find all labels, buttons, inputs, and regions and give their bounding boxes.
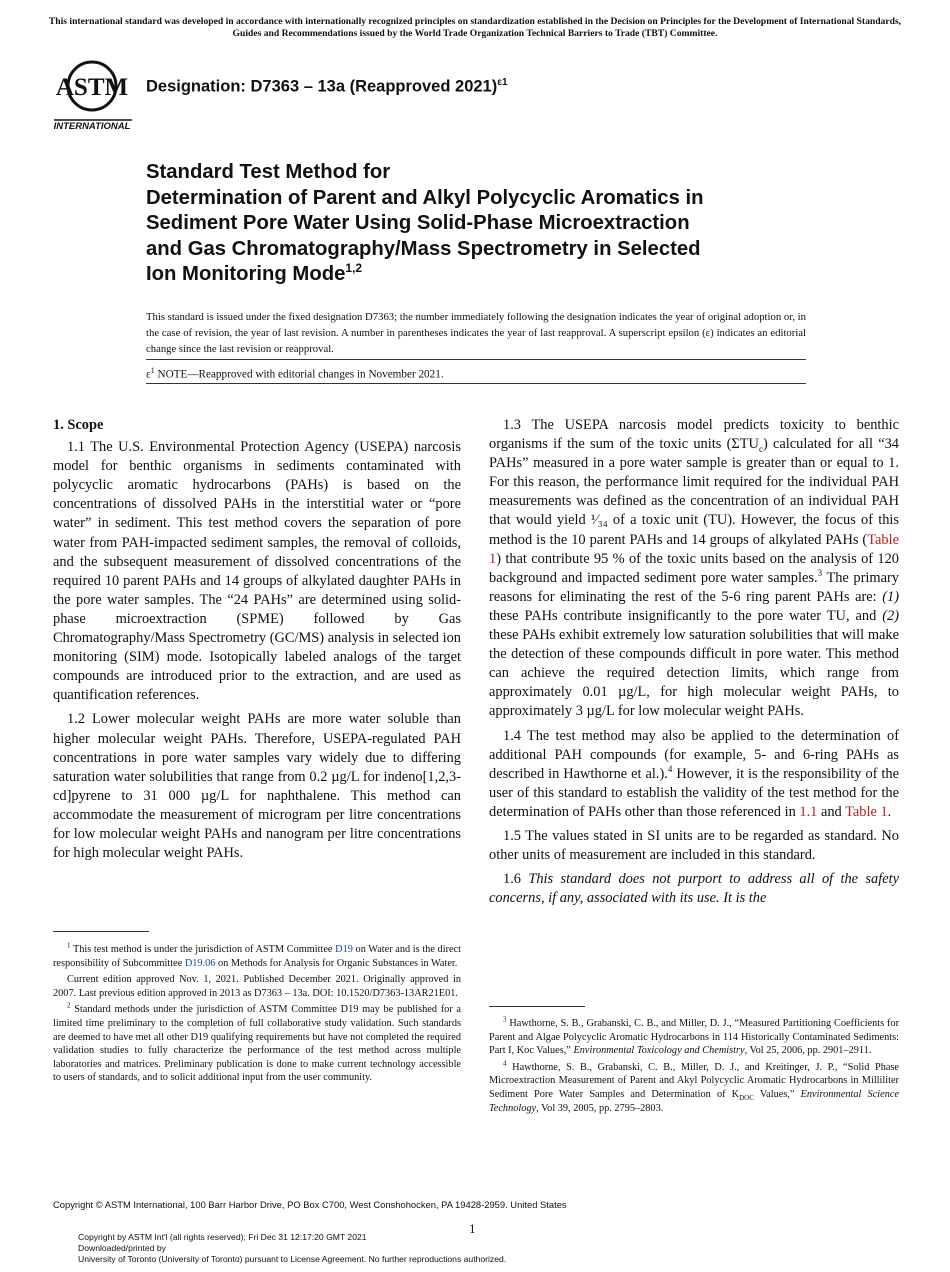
astm-logo	[52, 54, 136, 134]
footnote-ref-3[interactable]: 3	[817, 567, 823, 578]
paragraph-1-5: 1.5 The values stated in SI units are to be regarded as standard. No other units of measurement are included in this standard.	[489, 827, 899, 864]
designation-epsilon: ε1	[497, 77, 508, 88]
page-number: 1	[469, 1221, 476, 1236]
footnotes-right	[489, 1017, 899, 1118]
title-line: Determination of Parent and Alkyl Polycyclic Aromatics in	[146, 186, 704, 209]
paragraph-1-1: 1.1 The U.S. Environmental Protection Agency (USEPA) narcosis model for benthic organisms in sediments contaminated with polycyclic aromatic hydrocarbons (PAHs) is based on the concentrations of dissolved PAHs in the interstitial water or “pore water” in sediment. This test method covers the separation of pore water from PAH-impacted sediment samples, the removal of colloids, and the subsequent measurement of dissolved concentrations of the required 10 parent PAHs and 14 groups of alkylated daughter PAHs in the pore water samples. The “24 PAHs” are determined using solid-phase microextraction (SPME) followed by Gas Chromatography/Mass Spectrometry (GC/MS) analysis in selected ion monitoring (SIM) mode. Isotopically labeled analogs of the target compounds are introduced prior to the extraction, and are used as quantification references.	[53, 439, 461, 704]
footnote-2: $^2$ Standard methods under the jurisdiction of ASTM Committee D19 may be published for a limited time preliminary to the completion of full collaborative study validation. Such standards are deemed to have met all other D19 qualifying requirements but have not completed the required validation studies to fully characterize the performance of the test method across multiple laboratories and matrices. Preliminary publication is done to make current technology accessible to users of standards, and to solicit additional input from the user community.	[53, 1001, 461, 1084]
paragraph-1-4: 1.4 The test method may also be applied to the determination of additional PAH compounds (for example, 5- and 6-ring PAHs as described in Hawthorne et al.).$^4$ However, it is the responsibility of the user of this standard to establish the validity of the test method for the determination of PAHs other than those referenced in 1.1 and Table 1.	[489, 727, 899, 820]
footnote-ref-4[interactable]: 4	[667, 763, 673, 774]
section-heading: 1. Scope	[53, 417, 104, 433]
designation-text: Designation: D7363 – 13a (Reapproved 2021)	[146, 77, 498, 96]
issued-statement: This standard is issued under the fixed designation D7363; the number immediately following the designation indicates the year of original adoption or, in the case of revision, the year of last revision. A number in parentheses indicates the year of last reapproval. A superscript epsilon (ε) indicates an editorial change since the last revision or reapproval.	[146, 311, 806, 355]
svg-text:ASTM: ASTM	[55, 74, 129, 101]
title-line: Sediment Pore Water Using Solid-Phase Microextraction	[146, 212, 690, 235]
left-column	[53, 416, 461, 868]
tbt-notice: This international standard was developed in accordance with internationally recognized principles on standardization established in the Decision on Principles for the Development of International Standards, Guides and Recommendations issued by the World Trade Organization Technical Barriers to Trade (TBT) Committee.	[48, 16, 902, 39]
footnotes-left	[53, 943, 461, 1088]
paragraph-1-3: 1.3 The USEPA narcosis model predicts toxicity to benthic organisms if the sum of the toxic units $(\Sigma TU_c)$ calculated for all “34 PAHs” measured in a pore water sample is greater than or equal to 1. For this reason, the performance limit required for the individual PAH measurements was defined as the concentration of an individual PAH that would yield ¹⁄₃₄ of a toxic unit (TU). However, the focus of this method is the 10 parent PAHs and 14 groups of alkylated PAHs (Table 1) that contribute 95 % of the toxic units based on the analysis of 120 background and impacted sediment pore water samples.$^3$ The primary reasons for eliminating the rest of the 5-6 ring parent PAHs are: (1) these PAHs contribute insignificantly to the pore water TU, and (2) these PAHs exhibit extremely low saturation solubilities that will make the detection of these compounds difficult in pore water. This method can achieve the required detection limits, which range from approximately 0.01 µg/L, for high molecular weight PAHs, to approximately 3 µg/L for low molecular weight PAHs.	[489, 417, 899, 720]
title-line: and Gas Chromatography/Mass Spectrometry in Selected	[146, 237, 701, 260]
download-notice: Copyright by ASTM Int'l (all rights reserved); Fri Dec 31 12:17:20 GMT 2021 Downloaded/printed by University of Toronto (University of Toronto) pursuant to License Agreement. No further reproductions authorized.	[78, 1232, 507, 1264]
editorial-note: $\varepsilon^1$ NOTE—Reapproved with editorial changes in November 2021.	[146, 366, 444, 381]
footnote-rule	[53, 931, 149, 932]
title-line: Standard Test Method for	[146, 161, 391, 183]
paragraph-1-2: 1.2 Lower molecular weight PAHs are more water soluble than higher molecular weight PAHs. Therefore, USEPA-regulated PAH concentrations in pore water samples vary widely due to differing saturation water solubilities that range from 0.2 µg/L for indeno[1,2,3-cd]pyrene to 31 000 µg/L for naphthalene. This method can accommodate the measurement of microgram per litre concentrations for low molecular weight PAHs and nanogram per litre concentrations for high molecular weight PAHs.	[53, 711, 461, 862]
designation	[146, 77, 508, 97]
paragraph-1-6: 1.6 This standard does not purport to address all of the safety concerns, if any, associated with its use. It is the	[489, 871, 899, 907]
right-column	[489, 416, 899, 913]
divider	[146, 359, 806, 360]
committee-d19-link[interactable]: D19	[335, 944, 353, 955]
divider	[146, 383, 806, 384]
copyright-line: Copyright © ASTM International, 100 Barr Harbor Drive, PO Box C700, West Conshohocken, PA 19428-2959. United States	[53, 1199, 567, 1210]
footnote-1: $^1$ This test method is under the jurisdiction of ASTM Committee D19 on Water and is the direct responsibility of Subcommittee D19.06 on Methods for Analysis for Organic Substances in Water.	[53, 941, 461, 969]
section-1-1-link[interactable]: 1.1	[799, 803, 818, 820]
svg-text:INTERNATIONAL: INTERNATIONAL	[53, 121, 131, 132]
table-1-link[interactable]: Table 1	[845, 803, 888, 820]
subcommittee-d19-06-link[interactable]: D19.06	[184, 957, 216, 969]
title-line: Ion Monitoring Mode$^{1,2}$	[146, 261, 363, 286]
edition-note: Current edition approved Nov. 1, 2021. Published December 2021. Originally approved in 2007. Last previous edition approved in 2013 as D7363 – 13a. DOI: 10.1520/D7363-13AR21E01.	[53, 974, 461, 999]
footnote-4: $^4$ Hawthorne, S. B., Grabanski, C. B., Miller, D. J., and Kreitinger, J. P., “Solid Phase Microextraction Measurement of Parent and Akyl Polycyclic Aromatic Hydrocarbons in Milliliter Sediment Pore Water Samples and Determination of $K_{DOC}$ Values,” Environmental Science Technology, Vol 39, 2005, pp. 2795–2803.	[489, 1059, 899, 1114]
table-1-link[interactable]: Table 1	[489, 531, 899, 567]
title-footnote-ref[interactable]: 1,2	[345, 261, 363, 276]
footnote-3: $^3$ Hawthorne, S. B., Grabanski, C. B., and Miller, D. J., “Measured Partitioning Coefficients for Parent and Algae Polycyclic Aromatic Hydrocarbons in 114 Historically Contaminated Sediments: Part I, Koc Values,” Environmental Toxicology and Chemistry, Vol 25, 2006, pp. 2901–2911.	[489, 1015, 899, 1057]
document-title	[146, 160, 826, 288]
footnote-rule	[489, 1006, 585, 1007]
